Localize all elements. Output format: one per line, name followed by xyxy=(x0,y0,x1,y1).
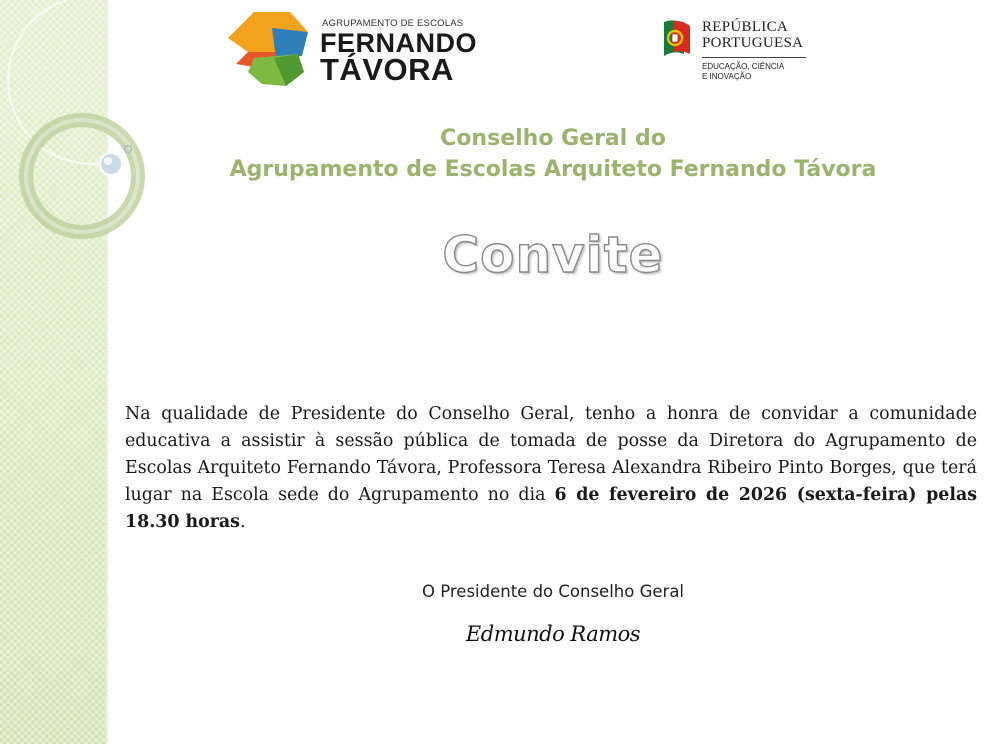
government-logo-line4: E INOVAÇÃO xyxy=(702,72,752,81)
invitation-text-main: Na qualidade de Presidente do Conselho Geral, tenho a honra de convidar a comunidade educativa a assistir à sessão pública de tomada de posse da Diretora do Agrupamento de Escolas Arquiteto Fernando Távora, Professora Teresa Alexandra Ribeiro Pinto Borges, que terá lugar na Escola sede do Agrupamento no dia xyxy=(125,404,977,506)
government-logo-line3: EDUCAÇÃO, CIÊNCIA xyxy=(702,62,785,71)
signature-name: Edmundo Ramos xyxy=(465,622,641,646)
signature-title: O Presidente do Conselho Geral xyxy=(421,582,685,601)
school-logo-name-1: FERNANDO xyxy=(320,28,477,58)
logo-shape-blue xyxy=(272,28,308,58)
government-logo xyxy=(660,16,820,86)
invitation-date: 6 de fevereiro de 2026 (sexta-feira) pelas 18.30 horas xyxy=(125,485,977,533)
school-logo xyxy=(228,12,488,88)
government-logo-line1: REPÚBLICA xyxy=(702,19,789,35)
school-logo-name-2: TÁVORA xyxy=(320,52,454,87)
page-title: Convite xyxy=(442,226,664,284)
portugal-flag-icon xyxy=(660,18,694,58)
invitation-text-end: . xyxy=(239,512,246,533)
invitation-text xyxy=(125,401,977,536)
government-logo-divider xyxy=(702,57,806,58)
school-logo-mark xyxy=(228,12,318,88)
school-logo-top-line: AGRUPAMENTO DE ESCOLAS xyxy=(322,18,464,29)
government-logo-line2: PORTUGUESA xyxy=(702,35,804,51)
heading-line2: Agrupamento de Escolas Arquiteto Fernando Távora xyxy=(229,157,877,182)
heading-line1: Conselho Geral do xyxy=(440,126,666,151)
